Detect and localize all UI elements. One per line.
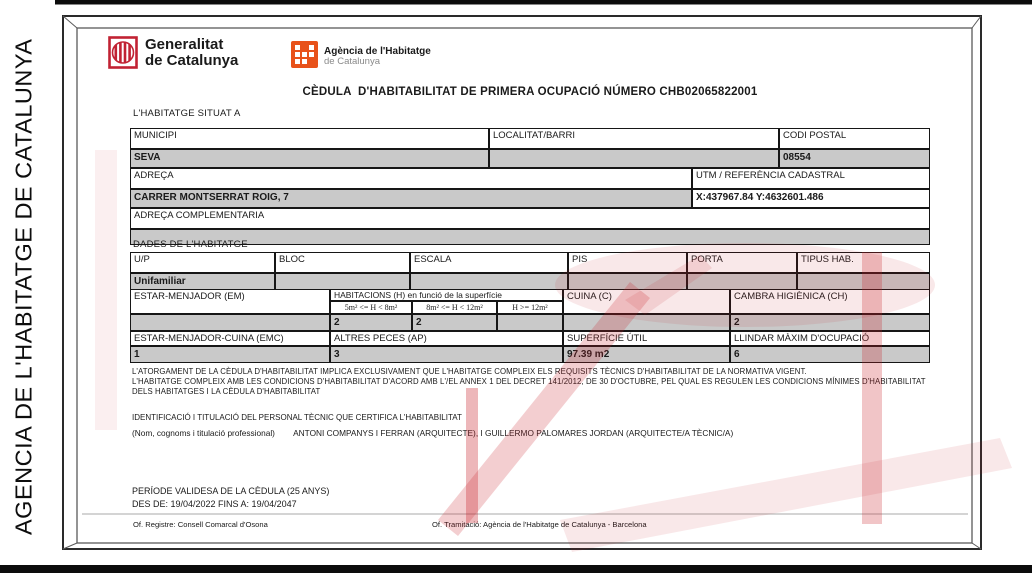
codi-postal-label-cell: CODI POSTAL xyxy=(779,128,930,149)
validity-period-line: PERÍODE VALIDESA DE LA CÈDULA (25 ANYS) xyxy=(132,486,330,496)
vertical-agency-title: AGENCIA DE L'HABITATGE DE CATALUNYA xyxy=(10,38,37,535)
footer-tramitacio: Of. Tramitació: Agència de l'Habitatge de Catalunya - Barcelona xyxy=(432,520,647,529)
cambra-value-cell: 2 xyxy=(730,314,930,331)
superficie-value-cell: 97.39 m2 xyxy=(563,346,730,363)
habitacions-range3-value-cell xyxy=(497,314,563,331)
habitacions-range1-value-cell: 2 xyxy=(330,314,412,331)
pixel-building-icon xyxy=(291,41,318,68)
municipi-value-cell: SEVA xyxy=(130,149,489,168)
habitacions-range1-label-cell: 5m² <= H < 8m² xyxy=(330,301,412,314)
generalitat-line1: Generalitat xyxy=(145,36,224,53)
bottom-border-bar xyxy=(0,565,1032,573)
agencia-line2: de Catalunya xyxy=(324,56,380,67)
cuina-value-cell xyxy=(563,314,730,331)
tecnic-line xyxy=(132,428,733,438)
cambra-label-cell: CAMBRA HIGIÈNICA (CH) xyxy=(730,289,930,314)
generalitat-line2: de Catalunya xyxy=(145,52,239,69)
tecnic-heading: IDENTIFICACIÓ I TITULACIÓ DEL PERSONAL TÈCNIC QUE CERTIFICA L'HABITABILITAT xyxy=(132,413,462,422)
emc-label-cell: ESTAR-MENJADOR-CUINA (EMC) xyxy=(130,331,330,346)
top-border-bar xyxy=(55,0,1032,5)
municipi-label-cell: MUNICIPI xyxy=(130,128,489,149)
tipus-hab-label-cell: TIPUS HAB. xyxy=(797,252,930,273)
dades-section-label: DADES DE L'HABITATGE xyxy=(133,239,248,250)
adreca-complementaria-value-cell xyxy=(130,229,930,245)
escala-label-cell: ESCALA xyxy=(410,252,568,273)
porta-label-cell: PORTA xyxy=(687,252,797,273)
tecnic-names: ANTONI COMPANYS I FERRAN (ARQUITECTE), I GUILLERMO PALOMARES JORDAN (ARQUITECTE/A TÈCNIC/A) xyxy=(293,428,734,438)
em-label-cell: ESTAR-MENJADOR (EM) xyxy=(130,289,330,314)
utm-value-cell: X:437967.84 Y:4632601.486 xyxy=(692,189,930,208)
llindar-label-cell: LLINDAR MÀXIM D'OCUPACIÓ xyxy=(730,331,930,346)
altres-peces-label-cell: ALTRES PECES (AP) xyxy=(330,331,563,346)
legal-paragraph-2: L'HABITATGE COMPLEIX AMB LES CONDICIONS D'HABITABILITAT D'ACORD AMB L'/EL ANNEX 1 DEL DECRET 141/2012, DE 30 D'OCTUBRE, PEL QUAL ES REGULEN LES CONDICIONS MÍNIMES D'HABITABILITAT DELS HABITATGES I LA CÈDULA D'HABITABILITAT xyxy=(132,376,926,396)
altres-peces-value-cell: 3 xyxy=(330,346,563,363)
em-value-cell xyxy=(130,314,330,331)
senyera-shield-icon xyxy=(108,36,138,69)
up-label-cell: U/P xyxy=(130,252,275,273)
pis-label-cell: PIS xyxy=(568,252,687,273)
habitacions-range2-value-cell: 2 xyxy=(412,314,497,331)
cuina-label-cell: CUINA (C) xyxy=(563,289,730,314)
location-section-label: L'HABITATGE SITUAT A xyxy=(133,108,241,119)
habitacions-label-cell: HABITACIONS (H) en funció de la superfície xyxy=(330,289,563,301)
generalitat-wordmark xyxy=(145,37,238,69)
habitacions-range2-label-cell: 8m² <= H < 12m² xyxy=(412,301,497,314)
certificate-title: CÈDULA D'HABITABILITAT DE PRIMERA OCUPACIÓ NÚMERO CHB02065822001 xyxy=(302,86,758,98)
adreca-label-cell: ADREÇA xyxy=(130,168,692,189)
validity-dates-line: DES DE: 19/04/2022 FINS A: 19/04/2047 xyxy=(132,498,297,509)
generalitat-logo xyxy=(108,36,138,69)
adreca-complementaria-label-cell: ADREÇA COMPLEMENTARIA xyxy=(130,208,930,229)
codi-postal-value-cell: 08554 xyxy=(779,149,930,168)
legal-text-block xyxy=(132,367,934,396)
llindar-value-cell: 6 xyxy=(730,346,930,363)
localitat-value-cell xyxy=(489,149,779,168)
habitacions-range3-label-cell: H >= 12m² xyxy=(497,301,563,314)
legal-paragraph-1: L'ATORGAMENT DE LA CÈDULA D'HABITABILITAT IMPLICA EXCLUSIVAMENT QUE L'HABITATGE COMPLEIX ELS REQUISITS TÈCNICS D'HABITABILITAT DE LA NORMATIVA VIGENT. xyxy=(132,367,807,376)
superficie-label-cell: SUPERFÍCIE ÚTIL xyxy=(563,331,730,346)
agencia-line1: Agència de l'Habitatge xyxy=(324,46,431,57)
utm-label-cell: UTM / REFERÈNCIA CADASTRAL xyxy=(692,168,930,189)
adreca-value-cell: CARRER MONTSERRAT ROIG, 7 xyxy=(130,189,692,208)
agencia-logo xyxy=(291,41,318,68)
agencia-wordmark xyxy=(324,46,431,67)
bloc-label-cell: BLOC xyxy=(275,252,410,273)
localitat-label-cell: LOCALITAT/BARRI xyxy=(489,128,779,149)
emc-value-cell: 1 xyxy=(130,346,330,363)
footer-registre: Of. Registre: Consell Comarcal d'Osona xyxy=(133,520,268,529)
up-value-cell: Unifamiliar xyxy=(130,273,275,291)
validity-block xyxy=(132,485,329,510)
tecnic-field-label: (Nom, cognoms i titulació professional) xyxy=(132,428,275,438)
